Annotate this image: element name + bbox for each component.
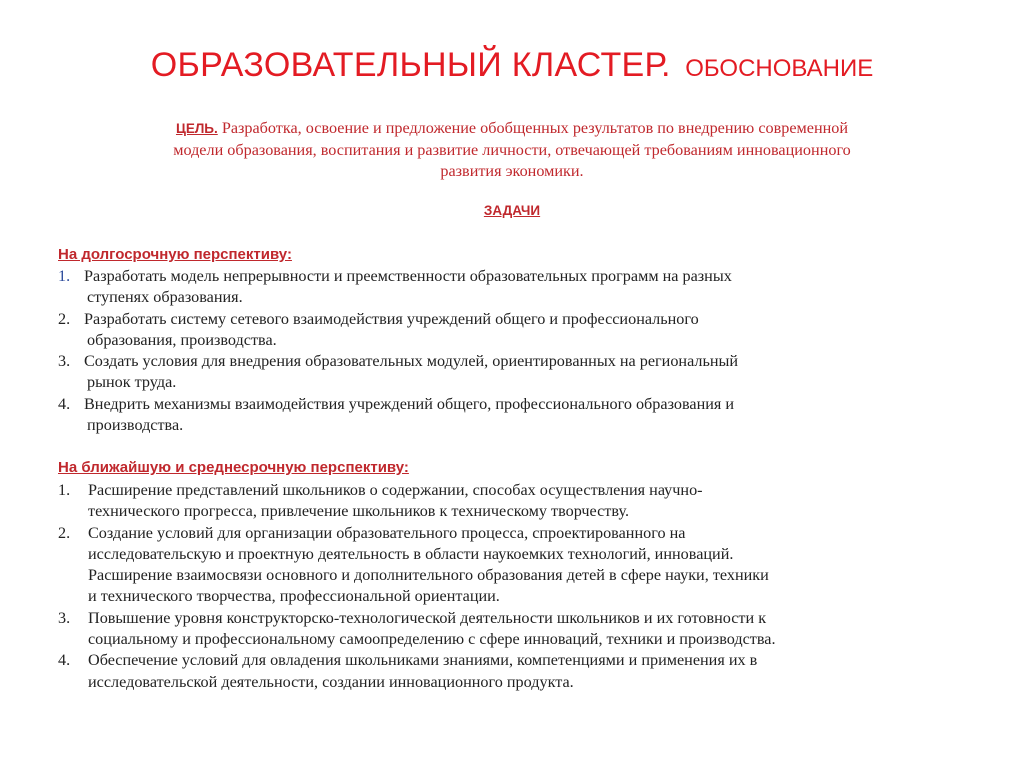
title-main: ОБРАЗОВАТЕЛЬНЫЙ КЛАСТЕР. <box>150 46 671 84</box>
item-number: 4. <box>58 394 71 413</box>
title-subtitle: ОБОСНОВАНИЕ <box>685 55 874 82</box>
item-line: Внедрить механизмы взаимодействия учреждений общего, профессионального образования и <box>84 394 735 413</box>
list-item <box>58 608 968 651</box>
item-line: Расширение представлений школьников о содержании, способах осуществления научно- <box>88 481 703 499</box>
item-number: 2. <box>58 309 71 328</box>
item-line: Разработать систему сетевого взаимодействия учреждений общего и профессионального <box>84 309 699 328</box>
item-line: Обеспечение условий для овладения школьниками знаниями, компетенциями и применения их в <box>88 651 758 670</box>
short-term-heading: На ближайшую и среднесрочную перспективу: <box>58 459 409 476</box>
item-line: Разработать модель непрерывности и преемственности образовательных программ на разных <box>84 267 732 285</box>
list-item <box>58 351 968 394</box>
item-line: рынок труда. <box>87 373 177 392</box>
item-line: Расширение взаимосвязи основного и дополнительного образования детей в сфере науки, техники <box>88 566 769 585</box>
item-line: исследовательской деятельности, создании инновационного продукта. <box>88 672 574 691</box>
item-line: социальному и профессиональному самоопределению с сфере инноваций, техники и производства. <box>88 630 776 649</box>
goal-paragraph <box>70 118 954 183</box>
item-number: 4. <box>58 651 71 670</box>
list-item <box>58 523 968 608</box>
list-item <box>58 266 968 309</box>
list-item <box>58 650 968 693</box>
item-line: Повышение уровня конструкторско-технологической деятельности школьников и их готовности к <box>88 608 767 627</box>
long-term-heading: На долгосрочную перспективу: <box>58 246 292 263</box>
goal-line: модели образования, воспитания и развитие личности, отвечающей требованиям инновационного <box>173 140 851 159</box>
item-line: образования, производства. <box>87 330 277 349</box>
short-term-task-list <box>58 480 968 693</box>
item-number: 3. <box>58 352 71 371</box>
item-number: 1. <box>58 481 71 499</box>
goal-label: ЦЕЛЬ. <box>175 121 218 136</box>
list-item <box>58 480 968 523</box>
tasks-heading: ЗАДАЧИ <box>483 203 541 218</box>
item-line: и технического творчества, профессиональной ориентации. <box>88 587 500 606</box>
item-line: ступенях образования. <box>87 288 243 307</box>
item-line: исследовательскую и проектную деятельность в области наукоемких технологий, инноваций. <box>88 544 734 563</box>
goal-line: развития экономики. <box>440 162 584 180</box>
item-line: производства. <box>87 416 184 435</box>
list-item <box>58 309 968 352</box>
long-term-task-list <box>58 266 968 436</box>
item-number: 2. <box>58 523 71 542</box>
item-line: технического прогресса, привлечение школьников к техническому творчеству. <box>88 502 629 521</box>
list-item <box>58 394 968 437</box>
item-line: Создание условий для организации образовательного процесса, спроектированного на <box>88 523 686 542</box>
item-number: 3. <box>58 608 71 627</box>
item-line: Создать условия для внедрения образовательных модулей, ориентированных на региональный <box>84 352 739 371</box>
goal-line: Разработка, освоение и предложение обобщенных результатов по внедрению современной <box>221 119 849 137</box>
slide-title <box>0 46 1024 85</box>
item-number: 1. <box>58 267 71 285</box>
